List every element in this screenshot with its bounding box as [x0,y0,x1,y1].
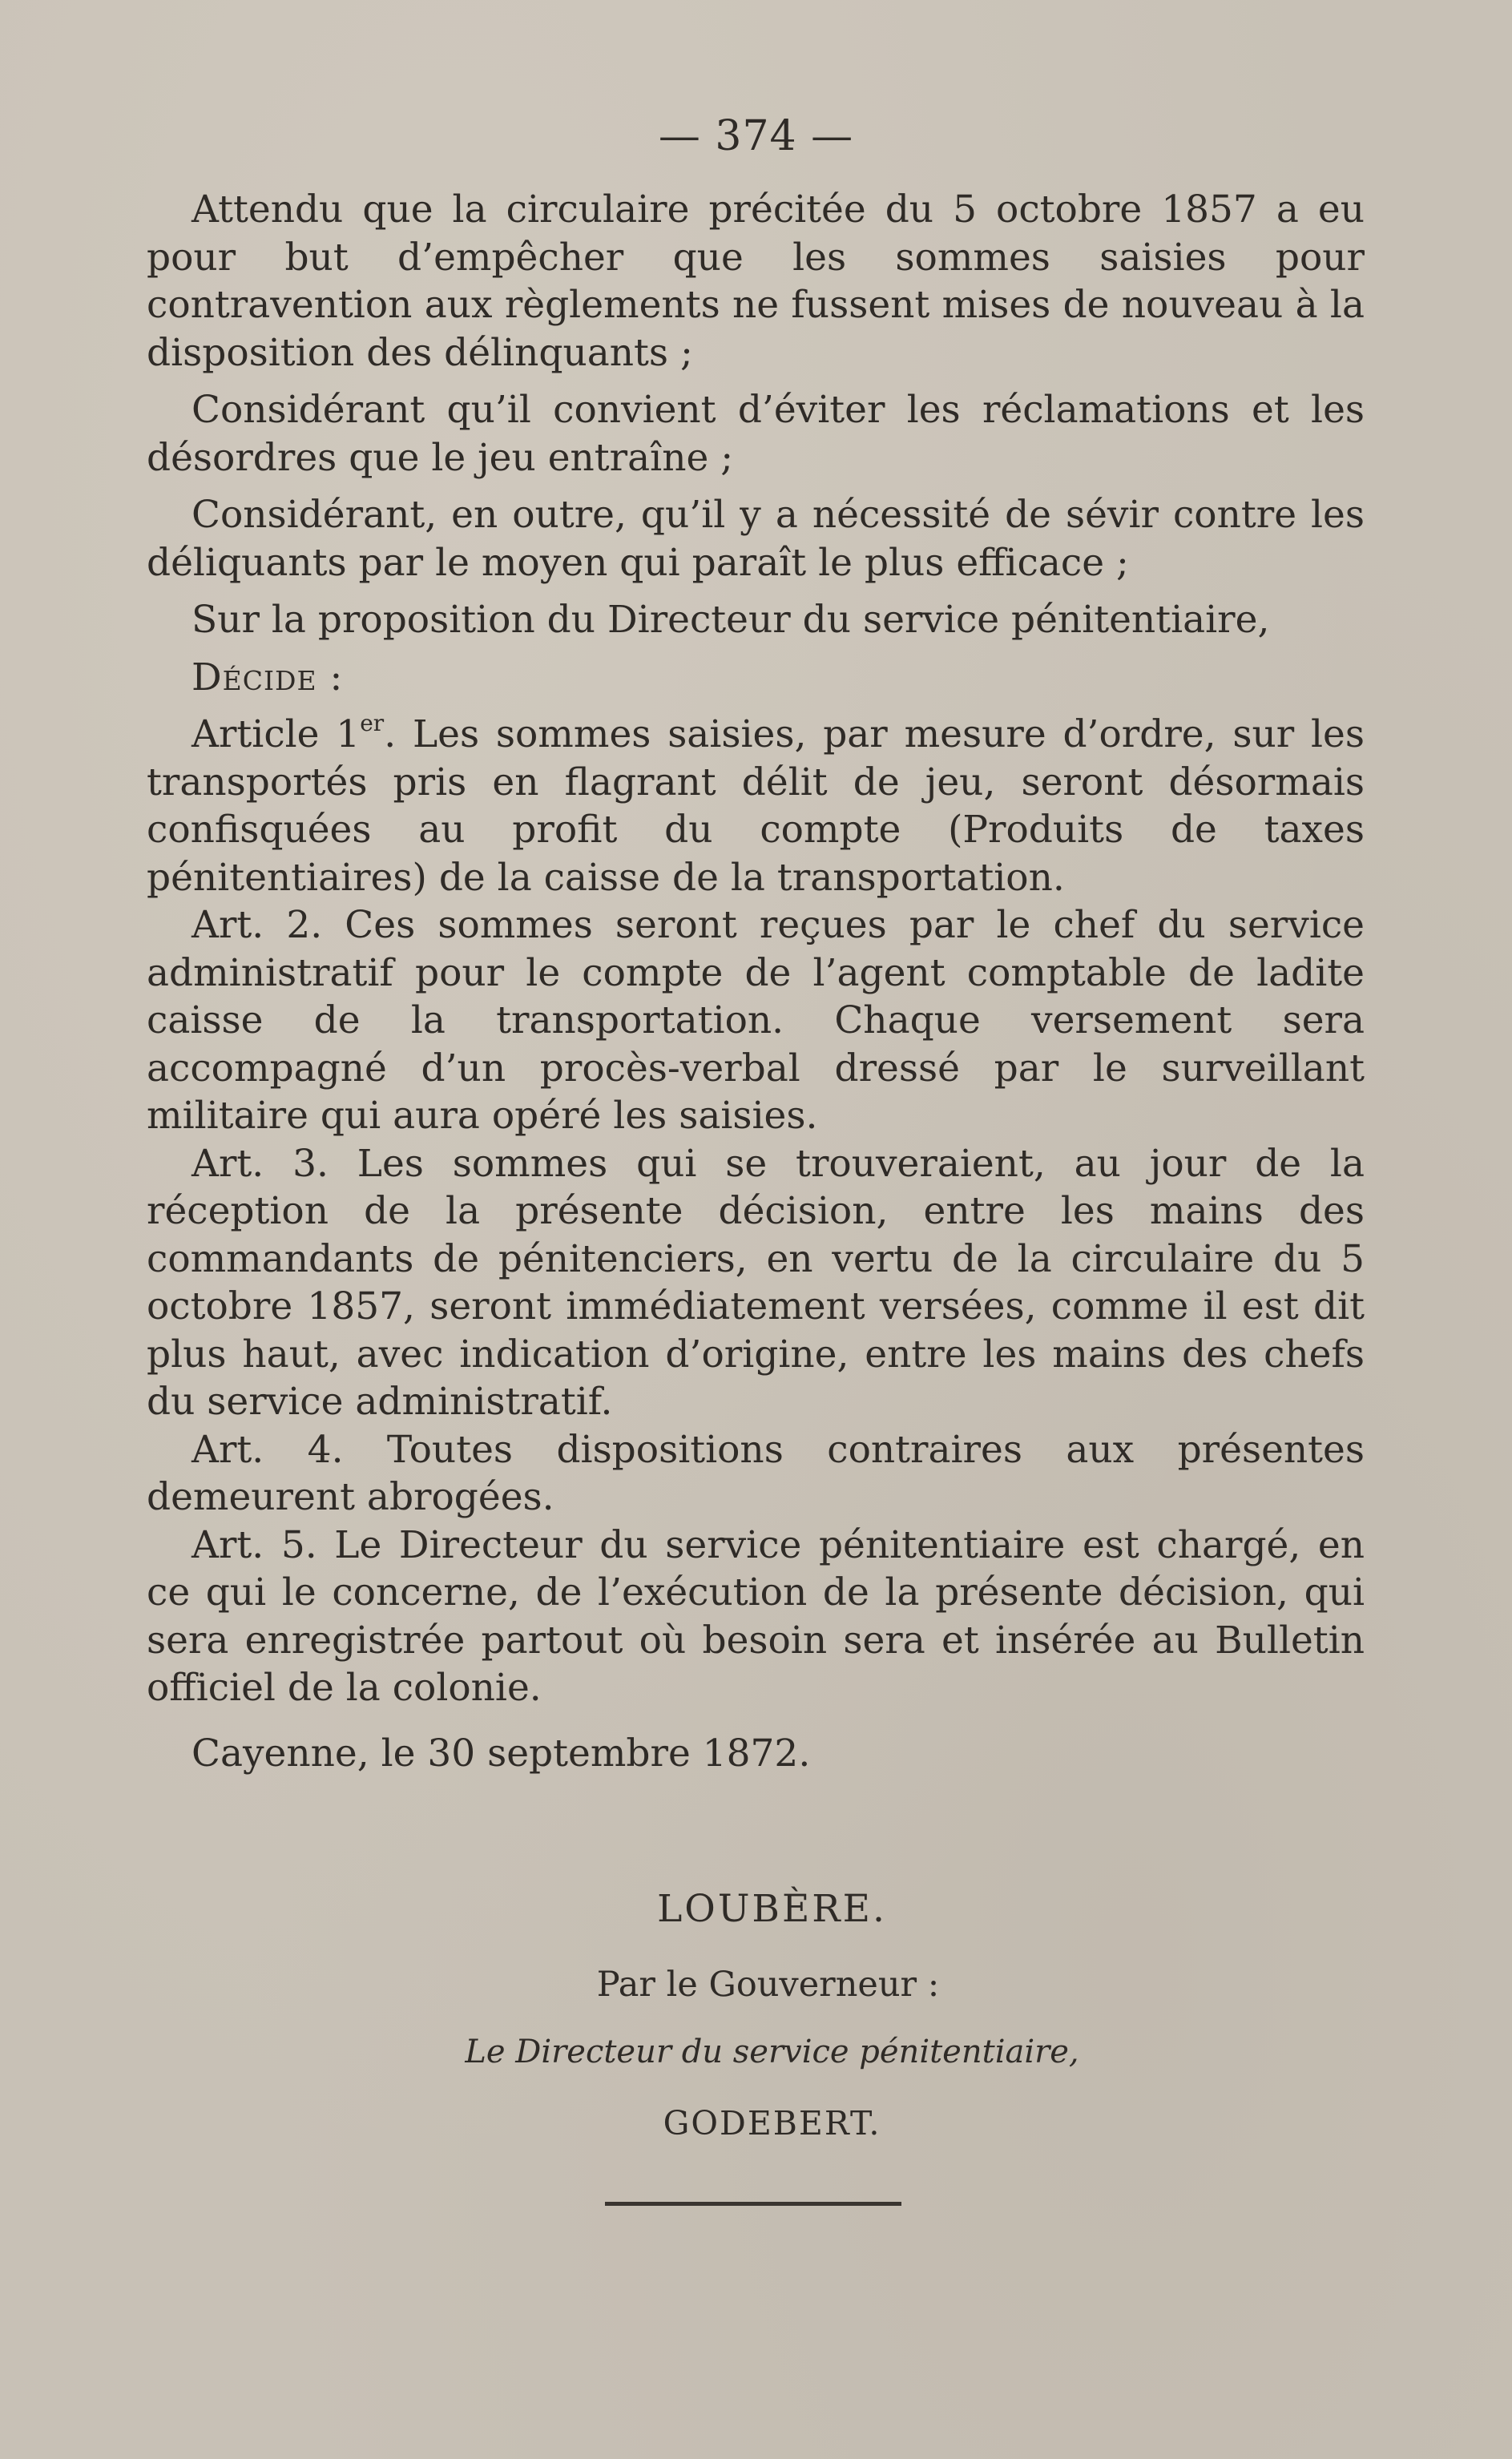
signature-by-governor: Par le Gouverneur : [596,1965,940,2005]
signature-title: Le Directeur du service pénitentiaire, [465,2034,1079,2070]
paragraph-considerant-1: Considérant qu’il convient d’éviter les réclamations et les désordres que le jeu entraîne ; [147,388,1365,480]
paragraph-attendu: Attendu que la circulaire précitée du 5 octobre 1857 a eu pour but d’empêcher que les sommes saisies pour contravention aux règlements ne fussent mises de nouveau à la disposition des délinquants ; [147,187,1365,375]
document-body [147,186,1365,1777]
paragraph-proposition: Sur la proposition du Directeur du service pénitentiaire, [192,598,1270,642]
signature-name-director: GODEBERT. [663,2104,881,2143]
paragraph-considerant-2: Considérant, en outre, qu’il y a nécessité de sévir contre les déliquants par le moyen qui paraît le plus efficace ; [147,493,1365,585]
article-1-prefix: Article 1 [192,712,361,756]
article-1-superscript: er [360,710,385,736]
article-5: Art. 5. Le Directeur du service pénitentiaire est chargé, en ce qui le concerne, de l’exécution de la présente décision, qui sera enregistrée partout où besoin sera et insérée au Bulletin officiel de la colonie. [147,1522,1365,1710]
closing-rule [605,2202,901,2206]
decide-heading: Décide : [192,655,344,699]
article-2: Art. 2. Ces sommes seront reçues par le chef du service administratif pour le compte de l’agent comptable de ladite caisse de la transportation. Chaque versement sera accompagné d’un procès-verbal dressé par le surveillant militaire qui aura opéré les saisies. [147,903,1365,1138]
article-1-text: . Les sommes saisies, par mesure d’ordre, sur les transportés pris en flagrant délit de jeu, seront désormais confisquées au profit du compte (Produits de taxes pénitentiaires) de la caisse de la transportation. [147,712,1365,900]
date-line: Cayenne, le 30 septembre 1872. [192,1731,811,1776]
page-number: — 374 — [658,112,854,160]
article-4: Art. 4. Toutes dispositions contraires aux présentes demeurent abrogées. [147,1427,1365,1519]
article-3: Art. 3. Les sommes qui se trouveraient, au jour de la réception de la présente décision, entre les mains des commandants de pénitenciers, en vertu de la circulaire du 5 octobre 1857, seront immédiatement versées, comme il est dit plus haut, avec indication d’origine, entre les mains des chefs du service administratif. [147,1141,1365,1424]
article-1 [147,711,1365,901]
signature-name: LOUBÈRE. [657,1887,887,1931]
